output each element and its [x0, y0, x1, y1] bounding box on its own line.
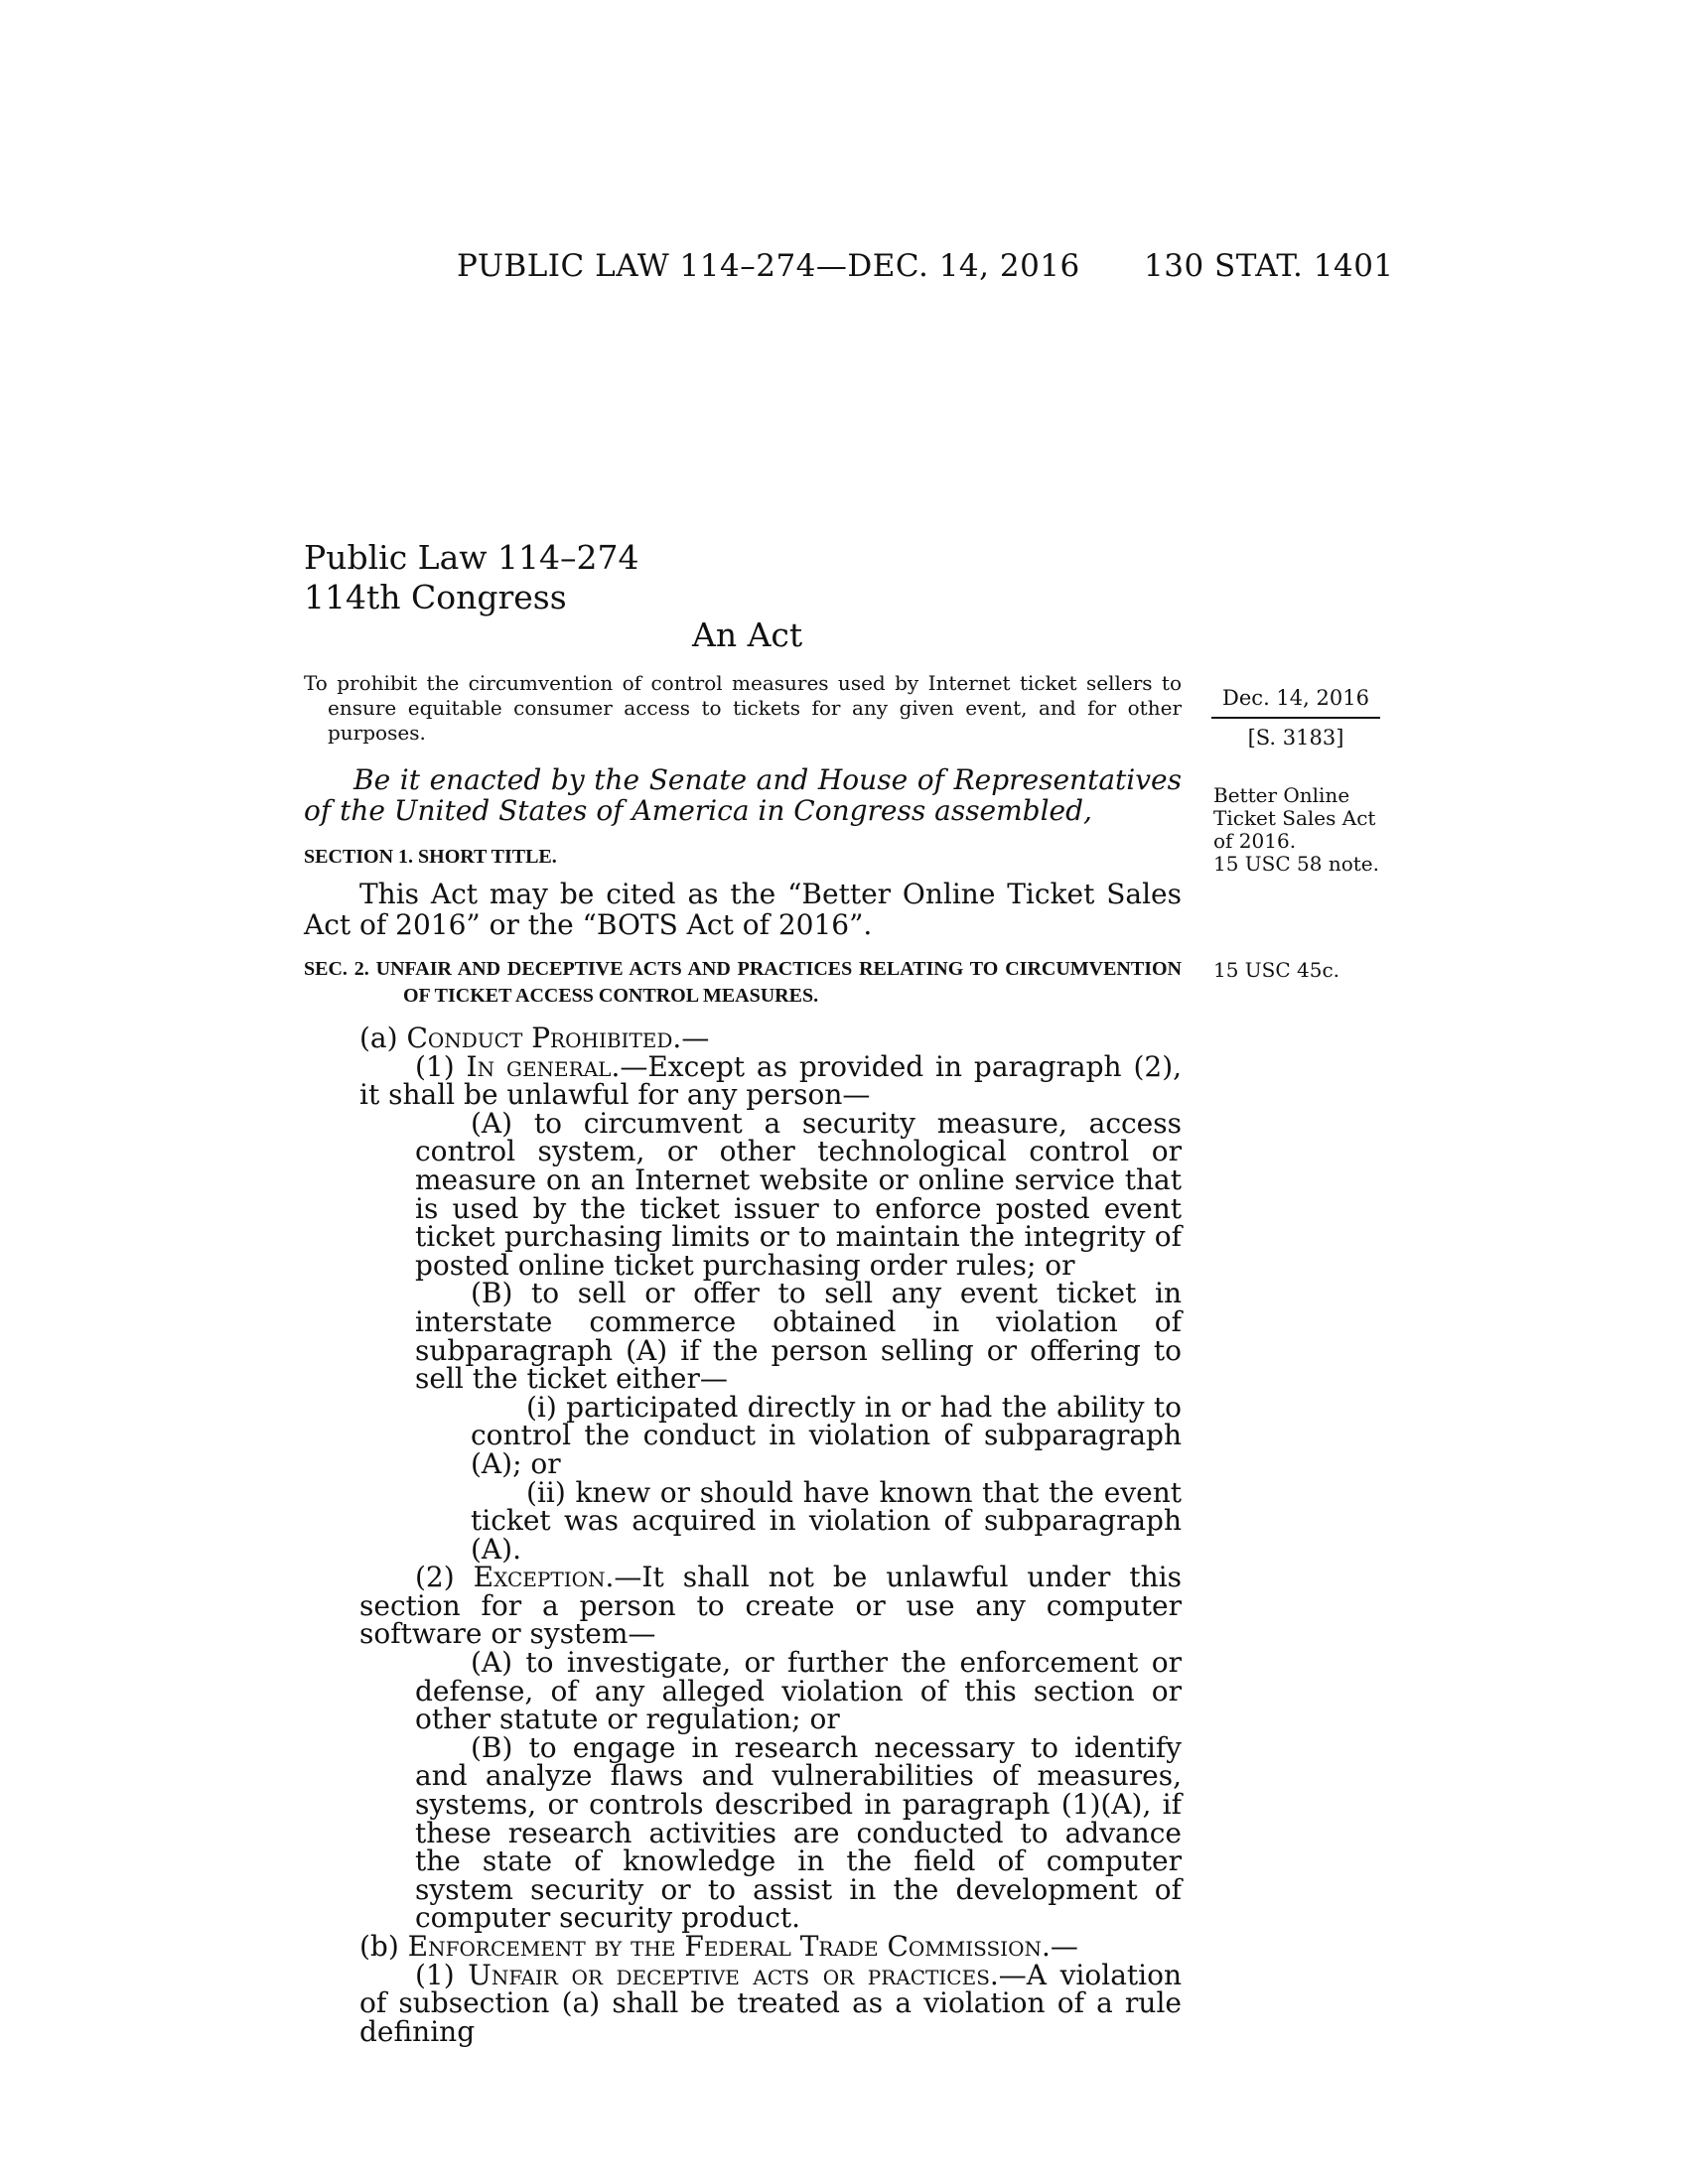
paragraph-a2: (2) Exception.—It shall not be unlawful under this section for a person to create or use any computer software or system— [359, 1561, 1182, 1651]
subparagraph-a2B: (B) to engage in research necessary to identify and analyze flaws and vulnerabilities of measures, systems, or controls described in paragraph (1)(A), if these research activities are conducted to advance the state of knowledge in the field of computer system security or to assist in the development of computer security product. [415, 1730, 1182, 1935]
section-1-text: This Act may be cited as the “Better Online Ticket Sales Act of 2016” or the “BOTS Act of 2016”. [304, 878, 1182, 941]
enacting-clause: Be it enacted by the Senate and House of Representatives of the United States of America in Congress assembled, [304, 763, 1182, 827]
section-2-body [304, 1024, 1182, 2046]
subparagraph-a2A: (A) to investigate, or further the enforcement or defense, of any alleged violation of this section or other statute or regulation; or [415, 1646, 1182, 1736]
margin-note-line: Ticket Sales Act [1213, 806, 1376, 830]
subparagraph-a1A: (A) to circumvent a security measure, access control system, or other technological control or measure on an Internet website or online service that is used by the ticket issuer to enforce posted event ticket purchasing limits or to maintain the integrity of posted online ticket purchasing order rules; or [415, 1106, 1182, 1282]
act-heading: An Act [692, 615, 803, 654]
section-1-heading: SECTION 1. SHORT TITLE. [304, 846, 557, 868]
section-2-heading-text: SEC. 2. UNFAIR AND DECEPTIVE ACTS AND PRACTICES RELATING TO CIRCUMVENTION OF TICKET ACCESS CONTROL MEASURES. [304, 958, 1182, 1007]
law-title-block [304, 538, 638, 617]
clause-a1Bii: (ii) knew or should have known that the event ticket was acquired in violation of subparagraph (A). [471, 1475, 1182, 1566]
stat-page-number: 130 STAT. 1401 [1144, 248, 1394, 284]
margin-note-line: of 2016. [1213, 829, 1297, 853]
running-head: PUBLIC LAW 114–274—DEC. 14, 2016 [457, 248, 1080, 284]
margin-date: Dec. 14, 2016 [1222, 686, 1369, 710]
subsection-a-heading: (a) Conduct Prohibited.— [359, 1022, 710, 1054]
purpose-text: To prohibit the circumvention of control measures used by Internet ticket sellers to ensure equitable consumer access to tickets for any given event, and for other purposes. [304, 671, 1182, 745]
purpose-clause [304, 671, 1182, 746]
margin-bill-number: [S. 3183] [1247, 726, 1344, 750]
paragraph-b1: (1) Unfair or deceptive acts or practices.—A violation of subsection (a) shall be treated as a violation of a rule defining [359, 1958, 1182, 2048]
section-2-heading [304, 956, 1182, 1010]
margin-note-line: 15 USC 58 note. [1213, 852, 1379, 876]
margin-note-line: Better Online [1213, 783, 1350, 807]
margin-rule [1211, 717, 1380, 719]
law-number: Public Law 114–274 [304, 538, 639, 577]
subsection-b-heading: (b) Enforcement by the Federal Trade Commission.— [359, 1930, 1078, 1963]
margin-short-title-note [1213, 784, 1392, 876]
subparagraph-a1B: (B) to sell or offer to sell any event ticket in interstate commerce obtained in violation of subparagraph (A) if the person selling or offering to sell the ticket either— [415, 1277, 1182, 1396]
paragraph-a1: (1) In general.—Except as provided in paragraph (2), it shall be unlawful for any person— [359, 1049, 1183, 1112]
margin-usc-note: 15 USC 45c. [1213, 958, 1340, 982]
congress-number: 114th Congress [304, 578, 567, 616]
margin-date-block [1211, 685, 1380, 751]
clause-a1Bi: (i) participated directly in or had the ability to control the conduct in violation of subparagraph (A); or [471, 1390, 1182, 1480]
